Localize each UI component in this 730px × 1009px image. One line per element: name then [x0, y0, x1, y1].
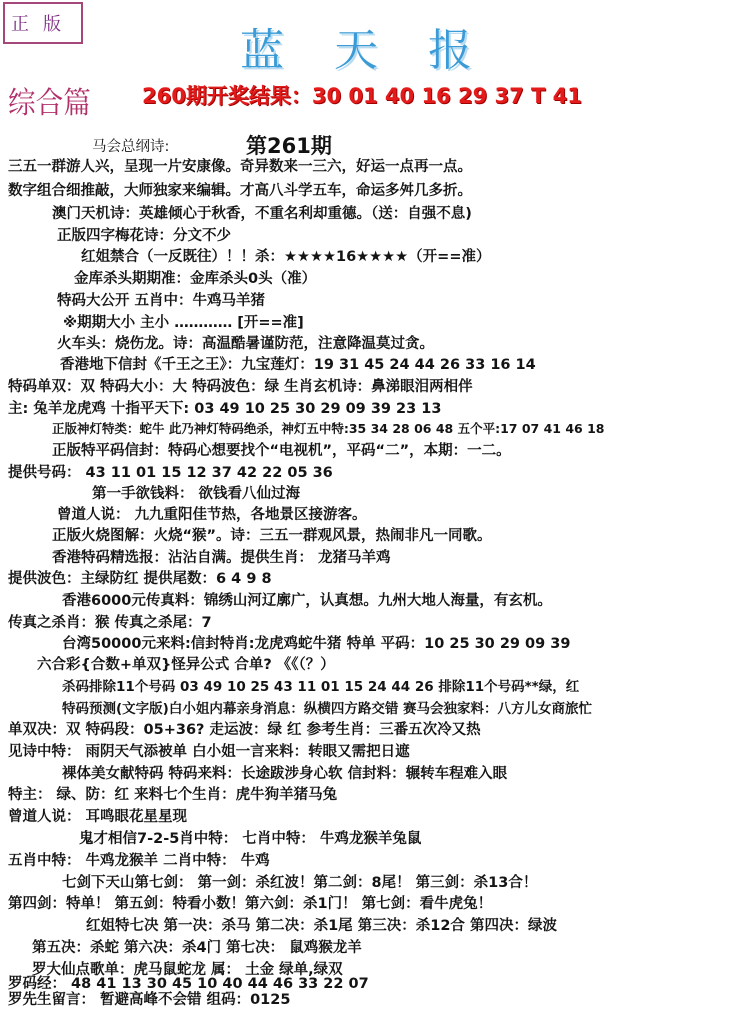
- content-line: 罗大仙点歌单：虎马鼠蛇龙 属： 土金 绿单,绿双: [32, 962, 343, 978]
- content-line: 三五一群游人兴，呈现一片安康像。奇异数来一三六，好运一点再一点。: [8, 159, 472, 175]
- content-line: 香港地下信封《千王之王》：九宝莲灯：19 31 45 24 44 26 33 16 14: [60, 357, 536, 373]
- content-line: 正版四字梅花诗：分文不少: [57, 228, 231, 244]
- content-line: 七剑下天山第七剑： 第一剑：杀红波！第二剑：8尾！ 第三剑：杀13合！: [62, 875, 538, 891]
- content-line: 澳门天机诗：英雄倾心于秋香，不重名利却重德。（送：自强不息): [52, 206, 472, 222]
- content-line: 火车头：烧伤龙。诗：高温酷暑谨防范，注意降温莫过贪。: [57, 336, 434, 352]
- content-line: 单双决：双 特码段：05+36? 走运波：绿 红 参考生肖：三番五次冷又热: [8, 722, 481, 738]
- content-line: 提供波色：主绿防红 提供尾数：6 4 9 8: [8, 571, 272, 587]
- content-line: 六合彩{合数+单双}怪异公式 合单? 《《（？）: [37, 657, 335, 673]
- content-line: 特码大公开 五肖中：牛鸡马羊猪: [57, 293, 266, 309]
- content-line: 见诗中特： 雨阴天气添被单 白小姐一言来料：转眼又需把日遮: [8, 744, 410, 760]
- content-line: 红姐特七决 第一决：杀马 第二决：杀1尾 第三决：杀12合 第四决：绿波: [86, 918, 557, 934]
- issue-number: 第261期: [246, 134, 332, 158]
- content-line: 正版火烧图解：火烧“猴”。诗：三五一群观风景，热闹非凡一同歌。: [52, 528, 492, 544]
- content-line: 金库杀头期期准：金库杀头0头（准）: [74, 271, 317, 287]
- content-line: 罗先生留言： 暂避高峰不会错 组码：0125: [8, 992, 291, 1008]
- section-title: 综合篇: [8, 86, 91, 121]
- content-line: 台湾50000元来料:信封特肖:龙虎鸡蛇牛猪 特单 平码：10 25 30 29 09 39: [62, 636, 571, 652]
- content-line: 第四剑：特单！ 第五剑：特看小数！第六剑：杀1门！ 第七剑：看牛虎兔！: [8, 896, 493, 912]
- content-line: 罗码经： 48 41 13 30 45 10 40 44 46 33 22 07: [8, 976, 369, 992]
- content-line: 数字组合细推敲，大师独家来编辑。才高八斗学五车，命运多舛几多折。: [8, 183, 472, 199]
- content-line: 提供号码： 43 11 01 15 12 37 42 22 05 36: [8, 465, 333, 481]
- content-line: 特码单双：双 特码大小：大 特码波色：绿 生肖玄机诗：鼻涕眼泪两相伴: [8, 379, 473, 395]
- content-line: 特码预测(文字版)白小姐内幕亲身消息：纵横四方路交错 赛马会独家料：八方儿女商旅忙: [62, 701, 593, 717]
- content-line: 五肖中特： 牛鸡龙猴羊 二肖中特： 牛鸡: [8, 853, 270, 869]
- content-line: 第五决：杀蛇 第六决：杀4门 第七决： 鼠鸡猴龙羊: [32, 940, 362, 956]
- content-line: 鬼才相信7-2-5肖中特： 七肖中特： 牛鸡龙猴羊兔鼠: [79, 831, 422, 847]
- content-line: 裸体美女献特码 特码来料：长途跋涉身心软 信封料：辗转车程难入眼: [62, 766, 508, 782]
- content-line: 香港6000元传真料：锦绣山河辽廓广，认真想。九州大地人海量，有玄机。: [62, 593, 552, 609]
- content-line: 第一手欲钱料： 欲钱看八仙过海: [92, 486, 301, 502]
- content-line: 曾道人说： 耳鸣眼花星星现: [8, 809, 188, 825]
- content-line: 传真之杀肖：猴 传真之杀尾：7: [8, 615, 212, 631]
- newspaper-masthead: 蓝天报: [240, 25, 522, 76]
- content-line: 杀码排除11个号码 03 49 10 25 43 11 01 15 24 44 26 排除11个号码**绿，红: [62, 679, 580, 695]
- content-line: 曾道人说： 九九重阳佳节热，各地景区接游客。: [57, 507, 367, 523]
- content-line: 特主： 绿、防：红 来料七个生肖：虎牛狗羊猪马兔: [8, 787, 338, 803]
- content-line: 正版特平码信封：特码心想要找个“电视机”，平码“二”，本期：一二。: [52, 443, 511, 459]
- content-line: 正版神灯特类：蛇牛 此乃神灯特码绝杀，神灯五中特:35 34 28 06 48 五个平:17 07 41 46 18: [52, 421, 605, 436]
- authentic-stamp: 正版: [3, 2, 83, 44]
- content-line: ※期期大小 主小 ………… [开==准]: [63, 315, 304, 331]
- content-line: 马会总纲诗:: [92, 139, 170, 155]
- content-line: 香港特码精选报：沾沾自满。提供生肖： 龙猪马羊鸡: [52, 550, 391, 566]
- content-line: 主: 兔羊龙虎鸡 十指平天下: 03 49 10 25 30 29 09 39 23 13: [8, 401, 442, 417]
- content-line: 红姐禁合（一反既往）！！杀：★★★★16★★★★（开==准）: [81, 249, 491, 265]
- draw-result: 260期开奖结果：30 01 40 16 29 37 T 41: [142, 84, 582, 108]
